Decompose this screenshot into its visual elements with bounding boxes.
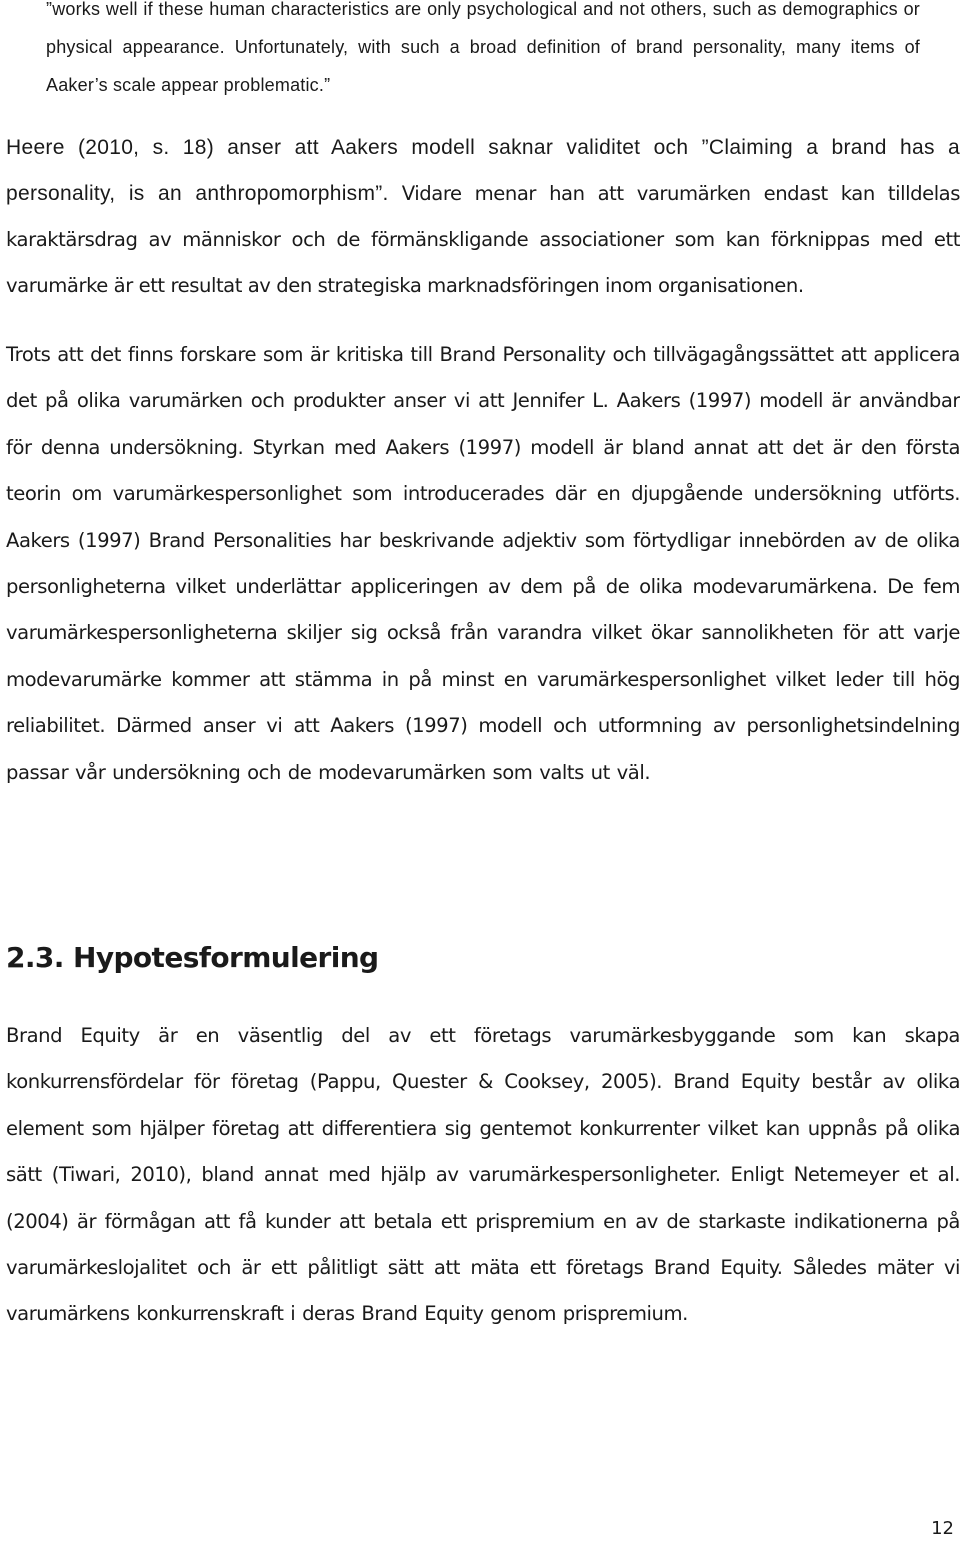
page-number: 12 xyxy=(931,1518,954,1539)
section-heading: 2.3. Hypotesformulering xyxy=(6,941,379,974)
heere-quote-text: Heere (2010, s. 18) anser att Aakers modell saknar validitet och ”Claiming a brand has a personality, is an anthropomorphism”. xyxy=(6,136,960,205)
paragraph-trots: Trots att det finns forskare som är kritiska till Brand Personality och tillvägagångssättet att applicera det på olika varumärken och produkter anser vi att Jennifer L. Aakers (1997) modell är användbar för denna undersökning. Styrkan med Aakers (1997) modell är bland annat att det är den första teorin om varumärkespersonlighet som introducerades där en djupgående undersökning utförts. Aakers (1997) Brand Personalities har beskrivande adjektiv som förtydligar innebörden av de olika personligheterna vilket underlättar appliceringen av dem på de olika modevarumärkena. De fem varumärkespersonligheterna skiljer sig också från varandra vilket ökar sannolikheten för att varje modevarumärke kommer att stämma in på minst en varumärkespersonlighet vilket leder till hög reliabilitet. Därmed anser vi att Aakers (1997) modell och utformning av personlighetsindelning passar vår undersökning och de modevarumärken som valts ut väl. xyxy=(6,343,960,784)
paragraph-brand-equity: Brand Equity är en väsentlig del av ett företags varumärkesbyggande som kan skapa konkurrensfördelar för företag (Pappu, Quester & Cooksey, 2005). Brand Equity består av olika element som hjälper företag att differentiera sig gentemot konkurrenter vilket kan uppnås på olika sätt (Tiwari, 2010), bland annat med hjälp av varumärkespersonligheter. Enligt Netemeyer et al. (2004) är förmågan att få kunder att betala ett prispremium en av de starkaste indikationerna på varumärkeslojalitet och är ett pålitligt sätt att mäta ett företags Brand Equity. Således mäter vi varumärkens konkurrenskraft i deras Brand Equity genom prispremium. xyxy=(6,1024,960,1326)
paragraph-heere xyxy=(6,125,960,309)
vidare-text: Vidare menar han att varumärken endast kan tilldelas karaktärsdrag av människor och de förmänskligande associationer som kan förknippas med ett varumärke är ett resultat av den strategiska marknadsföringen inom organisationen. xyxy=(6,182,960,297)
quote-paragraph: ”works well if these human characteristics are only psychological and not others, such as demographics or physical appearance. Unfortunately, with such a broad definition of brand personality, many items of Aaker’s scale appear problematic.” xyxy=(46,0,920,95)
